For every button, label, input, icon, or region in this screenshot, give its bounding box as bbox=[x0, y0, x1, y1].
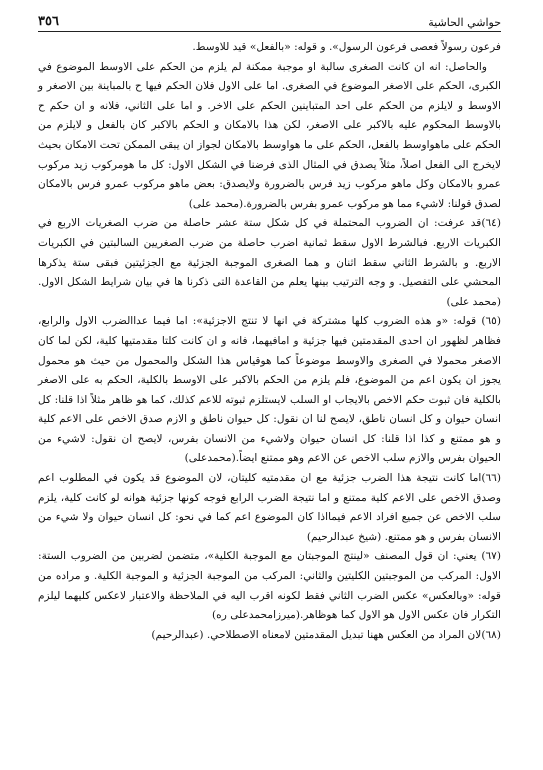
note-68: (٦٨)لان المراد من العكس ههنا تبديل المقدمتين لامعناه الاصطلاحي. (عبدالرحيم) bbox=[151, 628, 501, 641]
note-65: (٦٥) قوله: «و هذه الضروب كلها مشتركة في انها لا تنتج الاجزئية»: اما فيما عداالضرب الاول والرابع، فظاهر لظهور ان احدى المقدمتين فيها جزئية و امافيهما، فانه و ان كانت كلتا مقدمتيها كلية، لكن لما كان الاصغر محمولا في الصغرى والاوسط موضوعاً كما هوقياس هذا الشكل والمحمول من حيث هو محمول يجوز ان يكون اعم من الموضوع، فلم يلزم من الحكم بالاكبر على الاوسط بالكلية، الحكم به على الاصغر بالكلية فان ثبوت حكم الاخص بالايجاب او السلب لايستلزم ثبوته للاعم كذلك، كما هو ظاهر مثلاً اذا قلنا: كل انسان حيوان و كل انسان ناطق، لايصح لنا ان نقول: كل حيوان ناطق و الازم صدق الاخص على الاعم كلية و هو ممتنع و كذا اذا قلنا: كل انسان حيوان ولاشيء من الانسان بفرس، لايصح ان نقول: لاشيء من الحيوان بفرس والازم سلب الاخص عن الاعم وهو ممتنع ايضاً.(محمدعلى) bbox=[38, 315, 501, 465]
note-66: (٦٦)اما كانت نتيجة هذا الضرب جزئية مع ان مقدمتيه كليتان، لان الموضوع قد يكون في المطلوب اعم وصدق الاخص على الاعم كلية ممتنع و اما نتيجة الضرب الرابع فوجه كونها جزئية هوانه لو كانت كلية، يلزم سلب الاخص عن جميع افراد الاعم فيمااذا كان الموضوع اعم كما في نحو: كل انسان حيوان ولا شيء من الانسان بفرس و هو ممتنع. (شيخ عبدالرحيم) bbox=[38, 472, 501, 543]
note-67: (٦٧) يعني: ان قول المصنف «لينتج الموجبتان مع الموجبة الكلية»، متضمن لضربين من الضروب الستة: الاول: المركب من الموجبتين الكليتين والثاني: المركب من الموجبة الجزئية و الموجبة الكلية. و مراده من قوله: «وبالعكس» عكس الضرب الثاني فقط لكونه اقرب اليه في الملاحظة والاعتبار لاعكس كليهما ليلزم التكرار فان عكس الاول هو الاول كما هوظاهر.(ميرزامحمدعلى ره) bbox=[38, 550, 501, 622]
paragraph-continuation: فرعون رسولاً فعصى فرعون الرسول». و قوله: «بالفعل» قيد للاوسط. bbox=[192, 41, 501, 53]
paragraph-summary: والحاصل: انه ان كانت الصغرى سالبة او موجبة ممكنة لم يلزم من الحكم على الاوسط الموضوع في الكبرى، الحكم على الاصغر الموضوع في الصغرى. اما على الاول فلان الحكم فيها ح بالمباينة بين الاصغر و الاوسط و لايلزم من الحكم على احد المتباينين الحكم على الاخر. و اما على الثاني، فلانه و ان حكم ح بالاوسط المحكوم عليه بالاكبر على الاصغر، لكن هذا بالامكان و الحكم بالاكبر كان بالفعل و لايلزم من الحكم على ماهواوسط بالفعل، الحكم على ما هواوسط بالامكان لجواز ان يبقى الممكن تحت الامكان بحيث لايخرج الى الفعل اصلاً، مثلاً يصدق في المثال الذى فرضنا في الشكل الاول: كل ما هومركوب زيد مركوب عمرو بالامكان وكل ماهو مركوب زيد فرس بالضرورة ولايصدق: بعض ماهو مركوب عمرو فرس بالامكان لصدق قولنا: لاشيء مما هو مركوب عمرو بفرس بالضرورة.(محمد على) bbox=[38, 60, 501, 210]
page-header bbox=[38, 14, 501, 32]
running-title: حواشي الحاشية bbox=[428, 16, 501, 29]
commentary-body bbox=[38, 38, 501, 645]
note-64: (٦٤)قد عرفت: ان الضروب المحتملة في كل شكل ستة عشر حاصلة من ضرب الصغريات الاربع في الكبريات الاربع. فبالشرط الاول سقط ثمانية اضرب حاصلة من ضرب الصغريين السالبتين في الكبريات الاربع. و بالشرط الثاني سقط اثنان و هما الصغرى الموجبة الجزئية مع الجزئيتين فبقى ستة يذكرها المحشي على التفصيل. و وجه الترتيب بينها يعلم من القاعدة التى ذكرنا ها في بيان شرايط الشكل الاول. (محمد على) bbox=[38, 217, 501, 308]
page-number: ٣٥٦ bbox=[38, 14, 59, 29]
